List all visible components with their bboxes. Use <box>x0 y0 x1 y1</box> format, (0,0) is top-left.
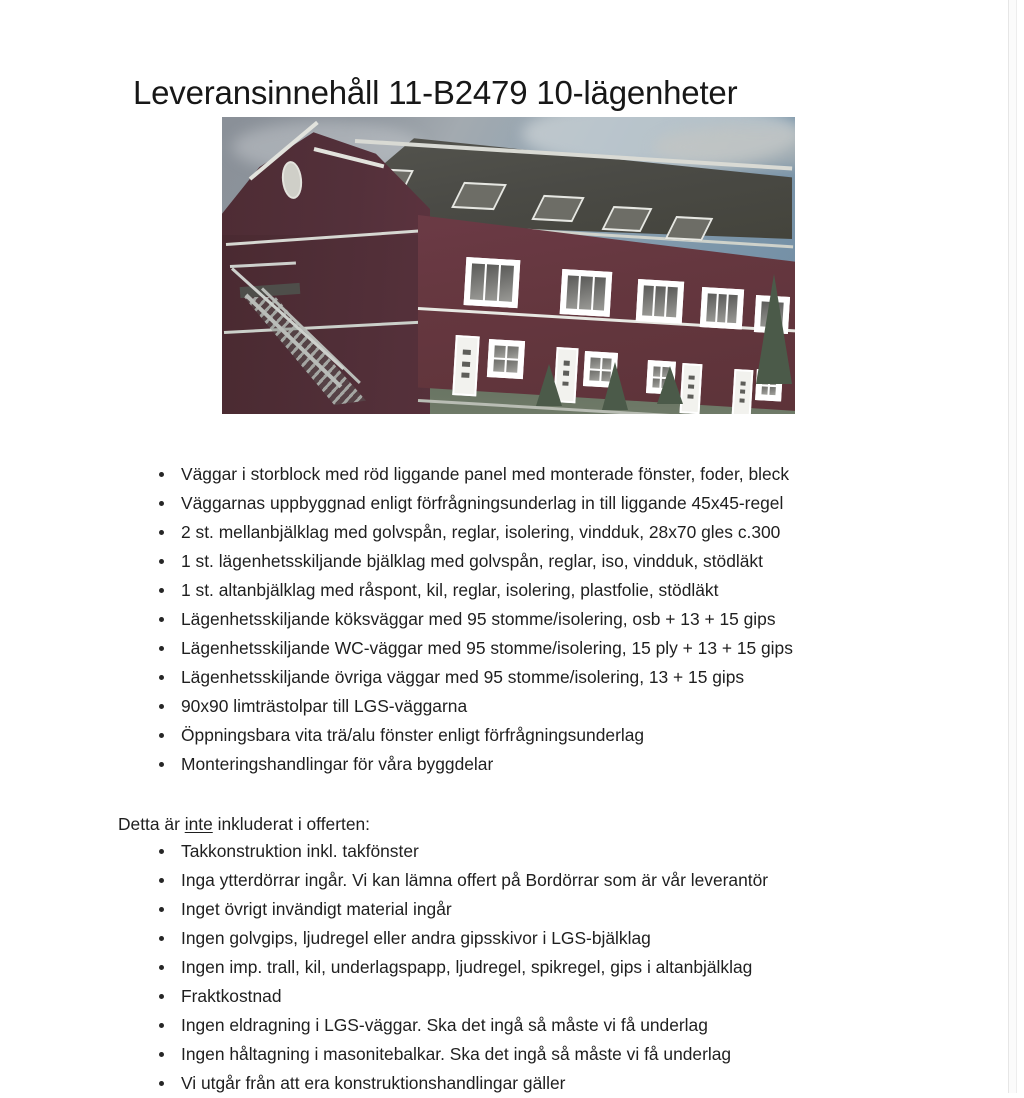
list-item <box>181 460 793 489</box>
entrance-door <box>452 335 480 396</box>
page-title: Leveransinnehåll 11-B2479 10-lägenheter <box>133 74 738 112</box>
lower-window <box>487 339 525 379</box>
bullet-icon <box>159 965 164 970</box>
bullet-icon <box>159 1052 164 1057</box>
list-item <box>181 634 793 663</box>
list-item <box>181 982 768 1011</box>
entrance-door <box>680 363 703 414</box>
list-item-text: Inga ytterdörrar ingår. Vi kan lämna offert på Bordörrar som är vår leverantör <box>181 870 769 890</box>
bullet-icon <box>159 675 164 680</box>
list-item-text: Ingen eldragning i LGS-väggar. Ska det ingå så måste vi få underlag <box>181 1015 708 1035</box>
included-items-list <box>181 460 793 779</box>
list-item-text: Vi utgår från att era konstruktionshandlingar gäller <box>181 1073 566 1093</box>
bullet-icon <box>159 617 164 622</box>
list-item-text: Öppningsbara vita trä/alu fönster enligt förfrågningsunderlag <box>181 725 645 745</box>
list-item <box>181 721 793 750</box>
list-item <box>181 1069 768 1098</box>
bullet-icon <box>159 472 164 477</box>
bullet-icon <box>159 501 164 506</box>
list-item-text: Väggar i storblock med röd liggande panel med monterade fönster, foder, bleck <box>181 464 790 484</box>
bullet-icon <box>159 907 164 912</box>
list-item <box>181 895 768 924</box>
list-item-text: Väggarnas uppbyggnad enligt förfrågningsunderlag in till liggande 45x45-regel <box>181 493 784 513</box>
list-item-text: Inget övrigt invändigt material ingår <box>181 899 452 919</box>
exclusions-intro-after: inkluderat i offerten: <box>212 814 371 835</box>
excluded-items-list <box>181 837 768 1098</box>
list-item <box>181 663 793 692</box>
bullet-icon <box>159 994 164 999</box>
bullet-icon <box>159 1023 164 1028</box>
list-item-text: Lägenhetsskiljande köksväggar med 95 stomme/isolering, osb + 13 + 15 gips <box>181 609 776 629</box>
list-item-text: Lägenhetsskiljande WC-väggar med 95 stomme/isolering, 15 ply + 13 + 15 gips <box>181 638 793 658</box>
page-edge-shading <box>1009 0 1016 1093</box>
list-item <box>181 924 768 953</box>
bullet-icon <box>159 762 164 767</box>
list-item-text: Lägenhetsskiljande övriga väggar med 95 stomme/isolering, 13 + 15 gips <box>181 667 745 687</box>
list-item-text: Fraktkostnad <box>181 986 282 1006</box>
list-item <box>181 576 793 605</box>
upper-window <box>464 257 521 308</box>
gable-upper-wall <box>222 125 430 245</box>
bullet-icon <box>159 849 164 854</box>
building-render-image <box>222 117 795 414</box>
list-item-text: Ingen golvgips, ljudregel eller andra gipsskivor i LGS-bjälklag <box>181 928 651 948</box>
list-item <box>181 750 793 779</box>
bullet-icon <box>159 559 164 564</box>
list-item-text: Monteringshandlingar för våra byggdelar <box>181 754 494 774</box>
list-item-text: 1 st. lägenhetsskiljande bjälklag med golvspån, reglar, iso, vindduk, stödläkt <box>181 551 763 571</box>
bullet-icon <box>159 646 164 651</box>
entrance-door <box>732 369 754 414</box>
bullet-icon <box>159 878 164 883</box>
list-item <box>181 547 793 576</box>
upper-window <box>700 287 744 329</box>
bullet-icon <box>159 530 164 535</box>
bullet-icon <box>159 1081 164 1086</box>
exclusions-intro-text <box>118 810 370 839</box>
exclusions-intro-emphasis: inte <box>184 814 213 835</box>
page-edge-line-outer <box>1016 0 1017 1093</box>
list-item-text: Takkonstruktion inkl. takfönster <box>181 841 419 861</box>
list-item <box>181 866 768 895</box>
list-item-text: 1 st. altanbjälklag med råspont, kil, reglar, isolering, plastfolie, stödläkt <box>181 580 719 600</box>
list-item <box>181 605 793 634</box>
bullet-icon <box>159 936 164 941</box>
list-item <box>181 489 793 518</box>
list-item-text: 90x90 limträstolpar till LGS-väggarna <box>181 696 468 716</box>
list-item <box>181 518 793 547</box>
exclusions-intro-before: Detta är <box>118 814 185 835</box>
list-item <box>181 837 768 866</box>
list-item-text: Ingen håltagning i masonitebalkar. Ska det ingå så måste vi få underlag <box>181 1044 732 1064</box>
list-item <box>181 1011 768 1040</box>
list-item-text: 2 st. mellanbjälklag med golvspån, reglar, isolering, vindduk, 28x70 gles c.300 <box>181 522 781 542</box>
upper-window <box>560 269 613 317</box>
bullet-icon <box>159 733 164 738</box>
list-item <box>181 953 768 982</box>
page-edge-line-inner <box>1008 0 1009 1093</box>
bullet-icon <box>159 588 164 593</box>
upper-window <box>636 279 684 324</box>
bullet-icon <box>159 704 164 709</box>
list-item-text: Ingen imp. trall, kil, underlagspapp, ljudregel, spikregel, gips i altanbjälklag <box>181 957 753 977</box>
list-item <box>181 1040 768 1069</box>
list-item <box>181 692 793 721</box>
